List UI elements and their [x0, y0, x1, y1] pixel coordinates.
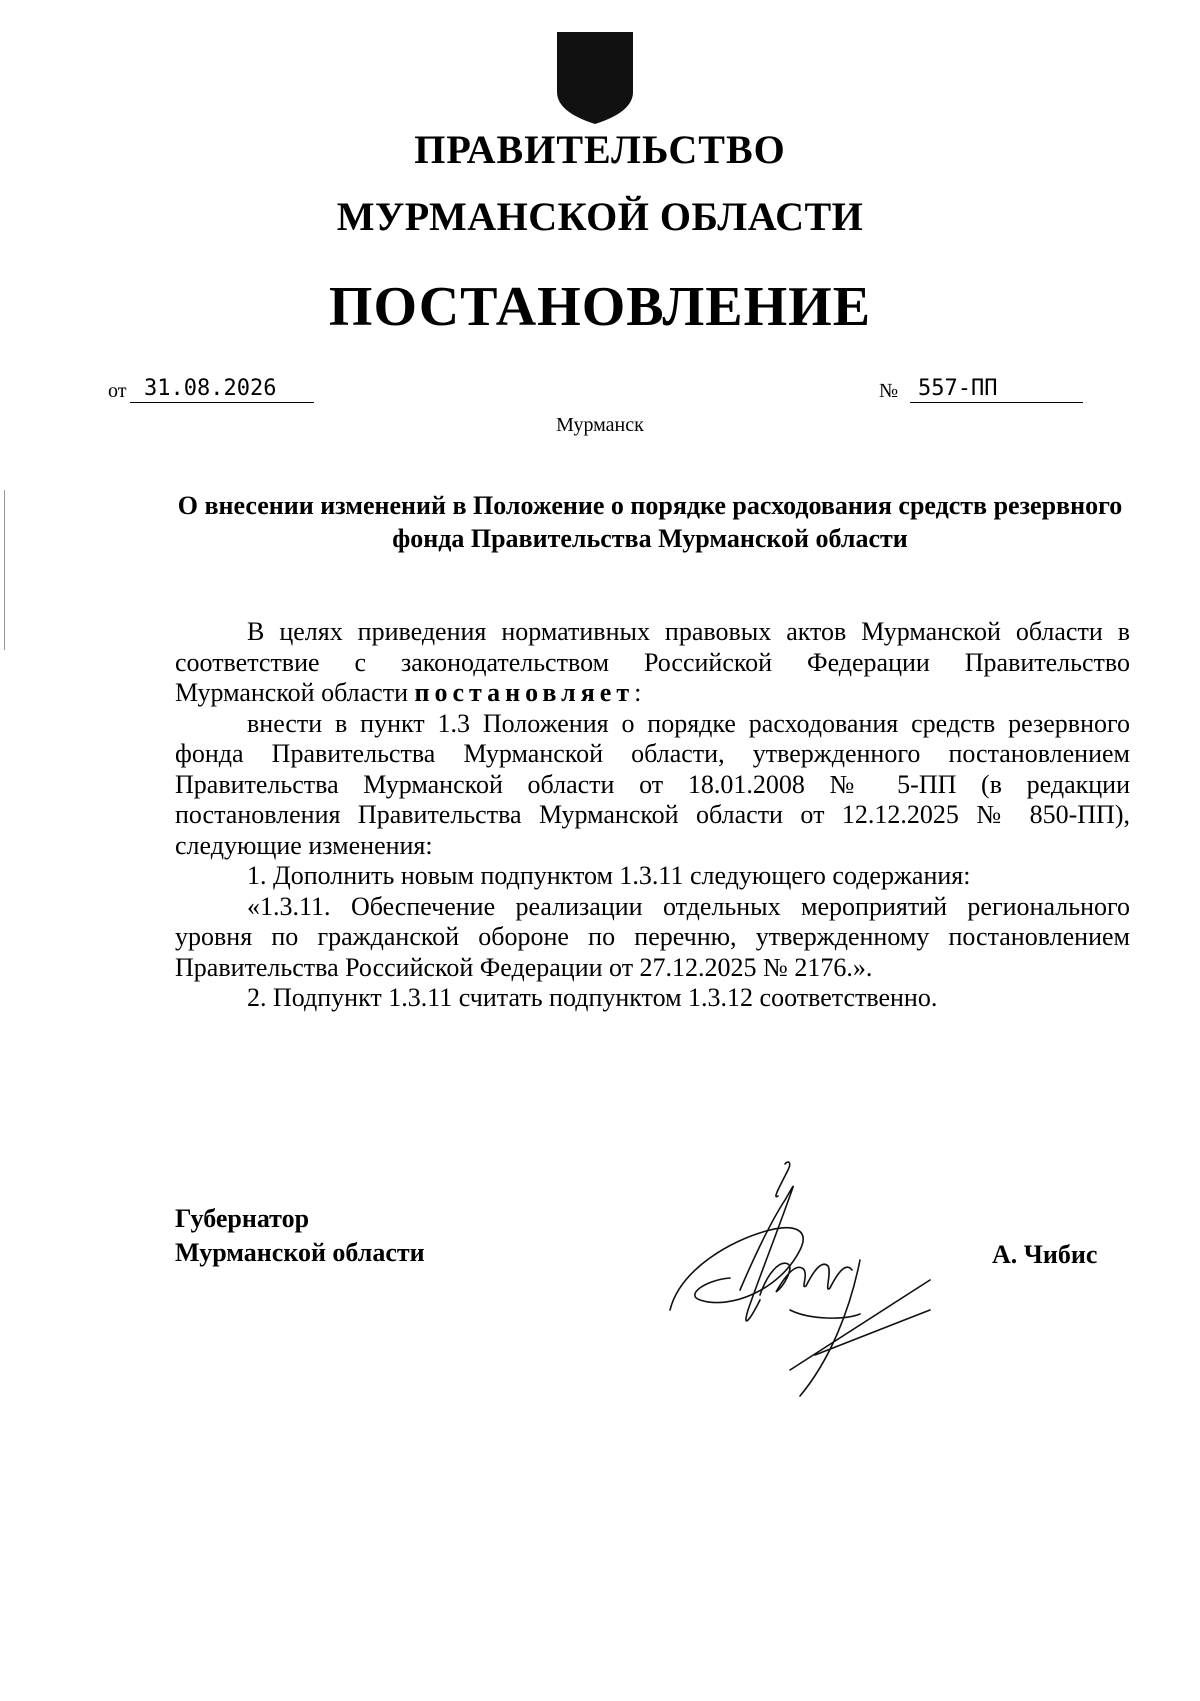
amendment-quote: «1.3.11. Обеспечение реализации отдельных мероприятий регионального уровня по гражданской обороне по перечню, утвержденному постановлением Правительства Российской Федерации от 27.12.2025 № 2176.».	[175, 891, 1130, 982]
decree-word: постановляет	[414, 678, 635, 707]
preamble-end: :	[634, 678, 642, 707]
document-date: 31.08.2026	[130, 376, 314, 403]
document-number: 557-ПП	[910, 376, 1083, 403]
government-name-line2: МУРМАНСКОЙ ОБЛАСТИ	[336, 194, 864, 239]
city-name: Мурманск	[556, 414, 644, 436]
preamble-text: В целях приведения нормативных правовых актов Мурманской области в соответствие с законодательством Российской Федерации Правительство Мурманской области	[175, 617, 1130, 707]
signatory-position-line1: Губернатор	[175, 1204, 310, 1233]
document-body	[175, 617, 1130, 1014]
amendment-item-2: 2. Подпункт 1.3.11 считать подпунктом 1.3.12 соответственно.	[247, 983, 938, 1012]
coat-of-arms-icon	[555, 30, 635, 126]
preamble-paragraph	[175, 617, 1130, 709]
number-prefix: №	[879, 380, 899, 402]
document-title: О внесении изменений в Положение о порядке расходования средств резервного фонда Правительства Мурманской области	[177, 491, 1123, 553]
amendment-intro-paragraph: внести в пункт 1.3 Положения о порядке расходования средств резервного фонда Правительства Мурманской области, утвержденного постановлением Правительства Мурманской области от 18.01.2008 № 5-ПП (в редакции постановления Правительства Мурманской области от 12.12.2025 № 850-ПП), следующие изменения:	[175, 708, 1130, 860]
date-prefix: от	[108, 380, 127, 402]
government-name-line1: ПРАВИТЕЛЬСТВО	[414, 127, 786, 172]
signatory-position-line2: Мурманской области	[175, 1238, 425, 1267]
margin-line	[4, 490, 5, 650]
document-type-heading: ПОСТАНОВЛЕНИЕ	[328, 276, 872, 338]
signatory-name: А. Чибис	[992, 1240, 1098, 1269]
handwritten-signature	[660, 1160, 940, 1400]
signatory-position	[175, 1202, 425, 1270]
amendment-item-1: 1. Дополнить новым подпунктом 1.3.11 следующего содержания:	[247, 861, 971, 890]
